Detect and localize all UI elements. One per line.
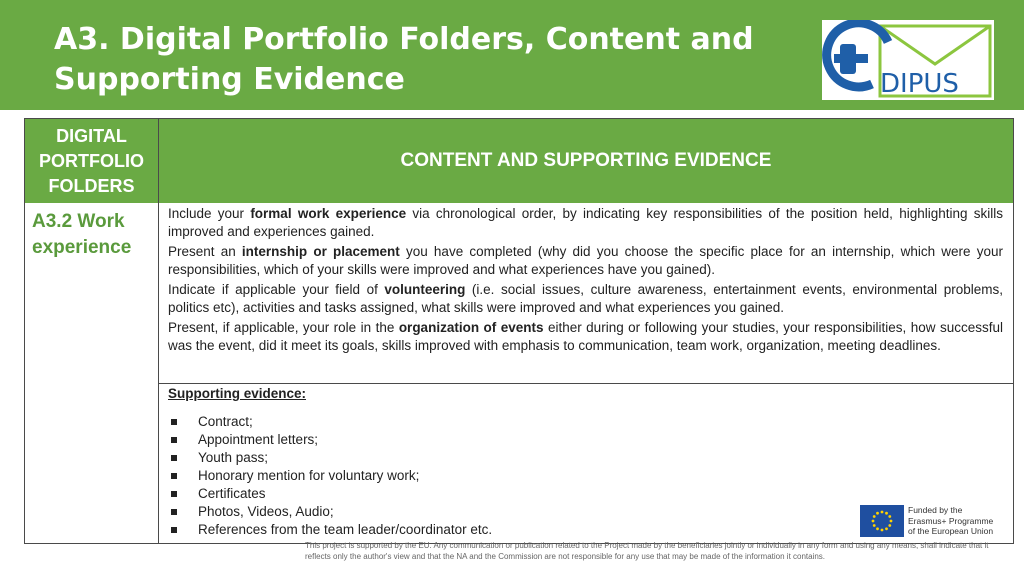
header-line: PORTFOLIO xyxy=(39,151,144,171)
row-label-work-experience xyxy=(32,209,154,261)
paragraph-text: Present an xyxy=(168,244,242,259)
list-item: References from the team leader/coordinator etc. xyxy=(168,521,1003,539)
header-bar xyxy=(0,0,1024,110)
content-cell xyxy=(168,205,1003,357)
cell-divider xyxy=(159,383,1013,384)
supporting-evidence-heading: Supporting evidence: xyxy=(168,386,307,401)
content-paragraph xyxy=(168,243,1003,279)
list-item: Certificates xyxy=(168,485,1003,503)
content-paragraph xyxy=(168,319,1003,355)
eu-funding-badge xyxy=(860,505,1010,537)
list-item: Honorary mention for voluntary work; xyxy=(168,467,1003,485)
slide-title-line-2: Supporting Evidence xyxy=(54,62,405,97)
list-item: Photos, Videos, Audio; xyxy=(168,503,1003,521)
slide-title-line-1: A3. Digital Portfolio Folders, Content and xyxy=(54,22,754,57)
paragraph-text: Indicate if applicable your field of xyxy=(168,282,385,297)
paragraph-text: Include your xyxy=(168,206,251,221)
slide-title xyxy=(54,20,754,100)
paragraph-text: via chronological order, by indicating key responsibilities of the position held, highlighting skills improved and experiences gained. xyxy=(168,206,1003,239)
eu-funding-text xyxy=(908,505,1012,537)
header-line: DIGITAL xyxy=(56,126,127,146)
row-label-line: A3.2 Work xyxy=(32,211,125,232)
eu-text-line: of the European Union xyxy=(908,526,994,536)
column-header-folders xyxy=(25,119,158,203)
paragraph-text: either during or following your studies, your responsibilities, how successful was the event, did it meet its goals, skills improved with emphasis to communication, team work, organization, meeting deadlines. xyxy=(168,320,1004,353)
dipus-logo xyxy=(822,20,994,100)
row-label-line: experience xyxy=(32,237,132,258)
list-item: Appointment letters; xyxy=(168,431,1003,449)
content-paragraph xyxy=(168,205,1003,241)
header-line: FOLDERS xyxy=(48,176,135,196)
content-paragraph xyxy=(168,281,1003,317)
dipus-logo-icon xyxy=(822,20,994,100)
paragraph-keyword: volunteering xyxy=(384,282,466,297)
paragraph-text: Present, if applicable, your role in the xyxy=(168,320,399,335)
eu-flag-icon xyxy=(860,505,904,537)
list-item: Youth pass; xyxy=(168,449,1003,467)
paragraph-keyword: formal work experience xyxy=(250,206,407,221)
disclaimer-text: This project is supported by the EU. Any communication or publication related to the Project made by the beneficiaries jointly or individually in any form and using any means, shall indicate that it reflects only the author's view and that the NA and the Commission are not responsible for any use that may be made of the information it contains. xyxy=(305,541,989,561)
list-item: Contract; xyxy=(168,413,1003,431)
eu-text-line: Erasmus+ Programme xyxy=(908,515,994,526)
logo-text: DIPUS xyxy=(880,69,959,99)
portfolio-table xyxy=(24,118,1014,544)
column-header-content: CONTENT AND SUPPORTING EVIDENCE xyxy=(159,119,1013,203)
paragraph-keyword: internship or placement xyxy=(241,244,400,259)
paragraph-text: (i.e. social issues, culture awareness, entertainment events, environmental problems, politics etc), activities and tasks assigned, what skills were improved and what experiences you gained. xyxy=(168,282,1003,315)
eu-stars-icon xyxy=(860,505,904,537)
paragraph-text: you have completed (why did you choose the specific place for an internship, which were your responsibilities, which of your skills were improved and what experiences have you gained). xyxy=(168,244,1003,277)
paragraph-keyword: organization of events xyxy=(398,320,544,335)
eu-text-line: Funded by the xyxy=(908,505,963,515)
